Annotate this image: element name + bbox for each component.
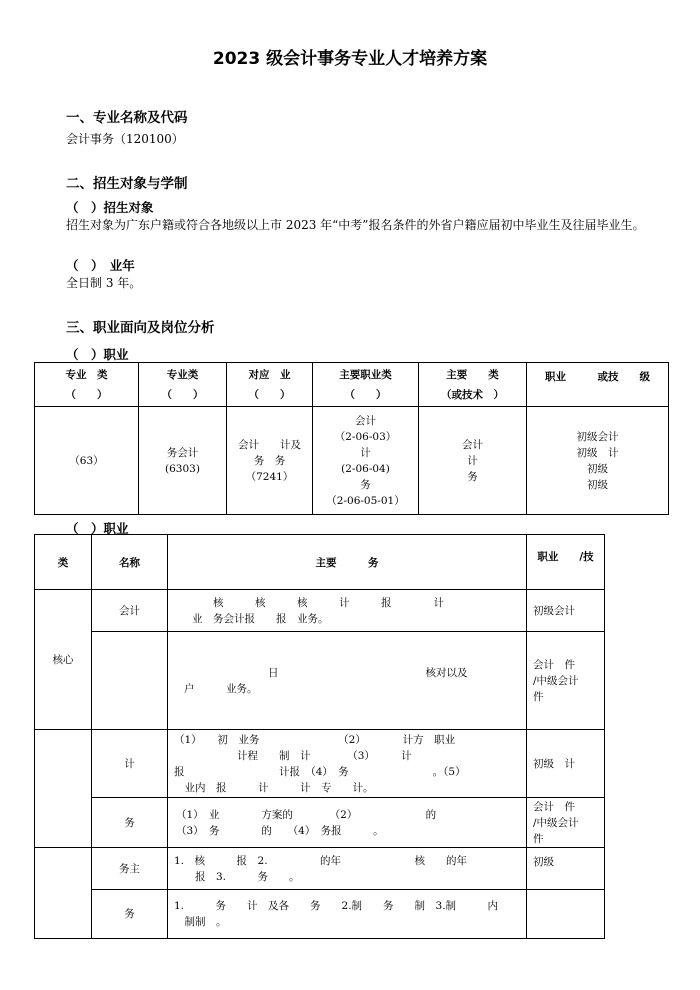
section-heading-career: 三、职业面向及岗位分析	[66, 320, 215, 336]
cell-certificate: 初级会计 初级 计 初级 初级	[527, 407, 669, 515]
subheading-enrollment-target: （ ）招生对象	[66, 200, 154, 215]
major-code-text: 会计事务（120100）	[66, 132, 184, 146]
section-heading-enrollment: 二、招生对象与学制	[66, 176, 188, 192]
cell-category: 核心	[35, 590, 92, 730]
cell-tasks: （1） 业 方案的 （2） 的 （3） 务 的 （4） 务报 。	[168, 798, 527, 848]
cell-certificate: 初级	[527, 848, 605, 890]
table-row	[35, 632, 605, 730]
cell-certificate: 会计 件 /中级会计 件	[527, 798, 605, 848]
page-title: 2023 级会计事务专业人才培养方案	[212, 49, 488, 69]
cell-tasks: 1. 核 报 2. 的年 核 的年 报 3. 务 。	[168, 848, 527, 890]
table-row	[35, 798, 605, 848]
section-heading-major: 一、专业名称及代码	[66, 110, 188, 126]
cell-position-name	[92, 632, 168, 730]
cell-certificate: 会计 件 /中级会计 件	[527, 632, 605, 730]
career-orientation-table	[34, 362, 669, 515]
position-analysis-table	[34, 534, 605, 939]
table-row	[35, 590, 605, 632]
cell-main-position: 会计 计 务	[419, 407, 527, 515]
cell-position-name: 计	[92, 730, 168, 798]
header-industry: 对应 业 （ ）	[227, 363, 313, 407]
header-major-category: 专业 类 （ ）	[35, 363, 139, 407]
table-header-row	[35, 363, 669, 407]
cell-certificate	[527, 890, 605, 939]
cell-position-name: 会计	[92, 590, 168, 632]
table-row	[35, 890, 605, 939]
table-row	[35, 848, 605, 890]
cell-position-name: 务	[92, 798, 168, 848]
header-occupation-class: 主要职业类 （ ）	[313, 363, 419, 407]
subheading-duration: （ ） 业年	[66, 258, 135, 273]
enrollment-target-paragraph: 招生对象为广东户籍或符合各地级以上市 2023 年“中考”报名条件的外省户籍应届初中毕业生及往届毕业生。	[66, 218, 645, 232]
cell-certificate: 初级 计	[527, 730, 605, 798]
header-certificate: 职业 或技 级	[527, 363, 669, 407]
cell-tasks: 1. 务 计 及各 务 2.制 务 制 3.制 内 制制 。	[168, 890, 527, 939]
cell-tasks: 核 核 核 计 报 计 业 务会计报 报 业务。	[168, 590, 527, 632]
cell-tasks: 日 核对以及 户 业务。	[168, 632, 527, 730]
duration-paragraph: 全日制 3 年。	[66, 276, 142, 290]
subheading-career-orientation: （ ）职业	[66, 347, 129, 362]
table-row	[35, 407, 669, 515]
cell-category	[35, 730, 92, 848]
header-position-name: 名称	[92, 535, 168, 590]
header-main-position: 主要 类 （或技术 ）	[419, 363, 527, 407]
table-header-row	[35, 535, 605, 590]
cell-major-class: 务会计 (6303)	[139, 407, 227, 515]
header-category: 类	[35, 535, 92, 590]
header-main-tasks: 主要 务	[168, 535, 527, 590]
cell-tasks: （1） 初 业务 （2） 计方 职业 计程 制 计 （3） 计 报 计报 （4） 务 。（5） 业内 报 计 计 专 计。	[168, 730, 527, 798]
header-major-class: 专业类 （ ）	[139, 363, 227, 407]
cell-position-name: 务	[92, 890, 168, 939]
cell-occupation-class: 会计 （2-06-03） 计 (2-06-04) 务 （2-06-05-01）	[313, 407, 419, 515]
cell-category	[35, 848, 92, 939]
cell-position-name: 务主	[92, 848, 168, 890]
header-certificate: 职业 /技	[527, 535, 605, 590]
subheading-career-analysis: （ ）职业	[66, 521, 129, 536]
cell-certificate: 初级会计	[527, 590, 605, 632]
cell-major-category: （63）	[35, 407, 139, 515]
cell-industry: 会计 计及 务 务 （7241）	[227, 407, 313, 515]
table-row	[35, 730, 605, 798]
